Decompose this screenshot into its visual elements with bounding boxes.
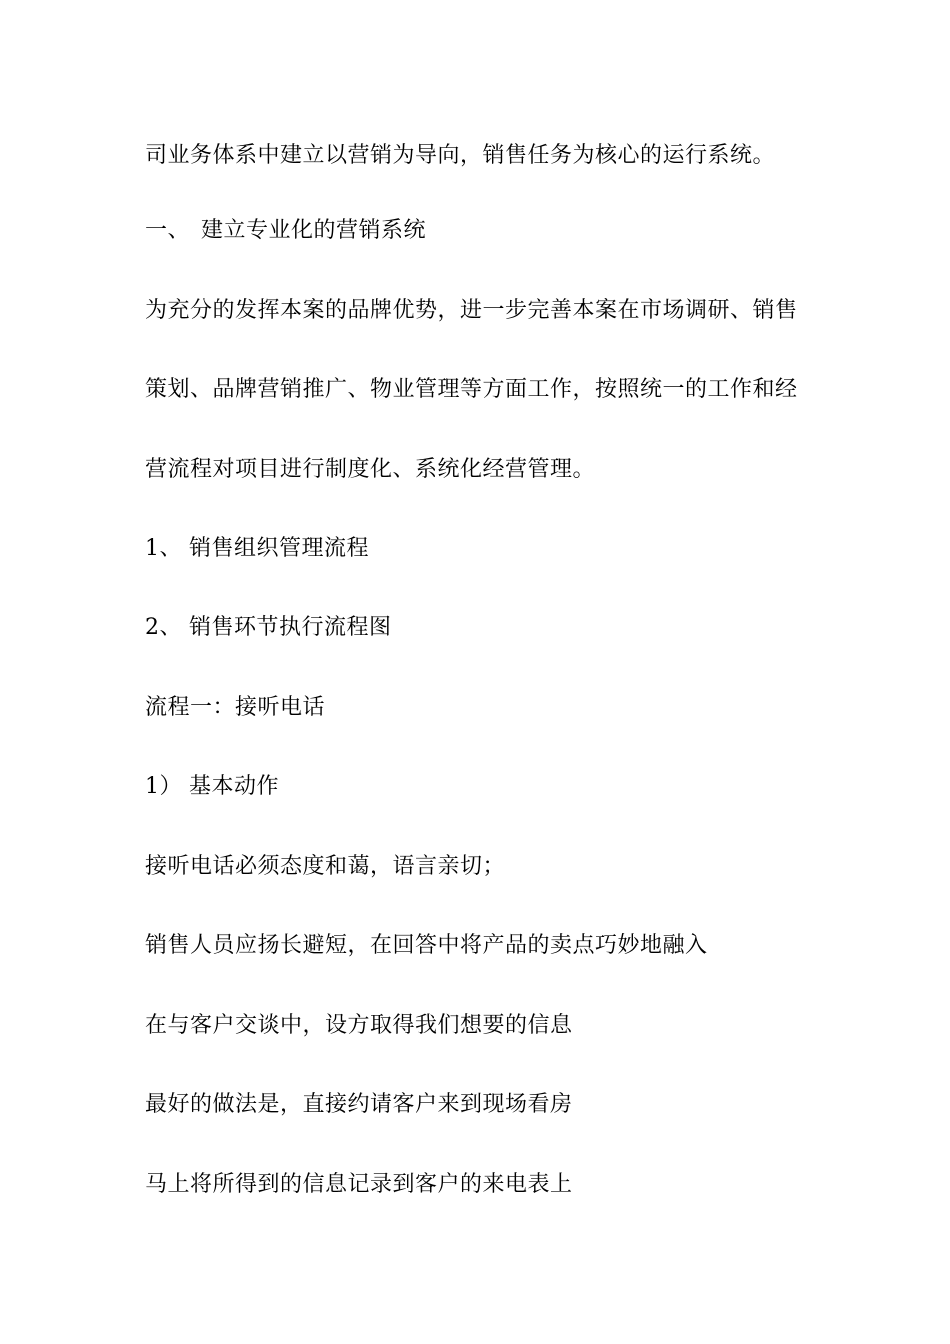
- sub-heading: [145, 772, 279, 802]
- sub-heading-number: 1）: [145, 774, 182, 799]
- paragraph-body-line-1: 为充分的发挥本案的品牌优势，进一步完善本案在市场调研、销售: [145, 298, 798, 323]
- list-item-text: 销售组织管理流程: [189, 536, 370, 561]
- section-number: 一、: [145, 218, 191, 243]
- sub-heading-text: 基本动作: [189, 774, 280, 799]
- list-item-number: 1、: [145, 536, 182, 561]
- section-heading: [145, 216, 426, 246]
- section-title: 建立专业化的营销系统: [201, 218, 427, 243]
- paragraph-body-line-2: 策划、品牌营销推广、物业管理等方面工作，按照统一的工作和经: [145, 377, 798, 402]
- list-item-text: 销售环节执行流程图: [189, 615, 392, 640]
- paragraph-body-line-3: 营流程对项目进行制度化、系统化经营管理。: [145, 457, 596, 482]
- list-item-number: 2、: [145, 615, 182, 640]
- list-item-2: [145, 613, 392, 643]
- action-item-2: 销售人员应扬长避短，在回答中将产品的卖点巧妙地融入: [145, 933, 708, 958]
- process-title: 流程一：接听电话: [145, 695, 326, 720]
- list-item-1: [145, 534, 369, 564]
- action-item-3: 在与客户交谈中，设方取得我们想要的信息: [145, 1013, 573, 1038]
- action-item-1: 接听电话必须态度和蔼，语言亲切；: [145, 854, 506, 879]
- action-item-5: 马上将所得到的信息记录到客户的来电表上: [145, 1172, 573, 1197]
- action-item-4: 最好的做法是，直接约请客户来到现场看房: [145, 1092, 573, 1117]
- paragraph-intro: 司业务体系中建立以营销为导向，销售任务为核心的运行系统。: [145, 143, 776, 168]
